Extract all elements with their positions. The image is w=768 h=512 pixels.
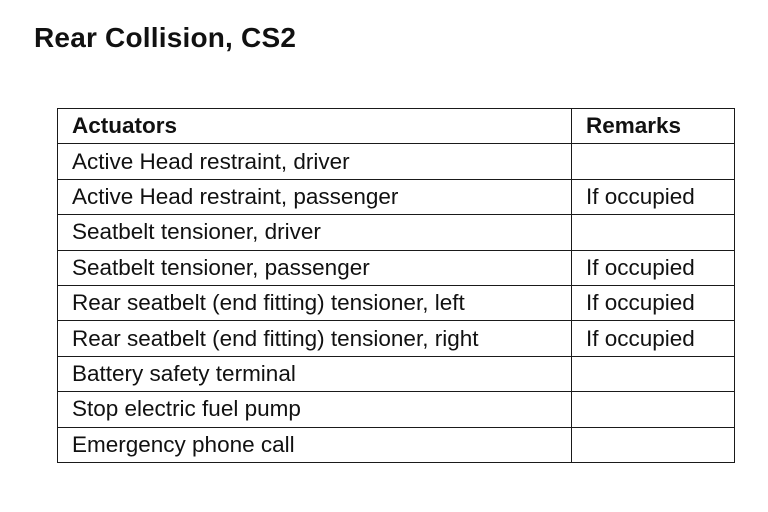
actuator-cell: Battery safety terminal bbox=[58, 356, 572, 391]
actuator-cell: Emergency phone call bbox=[58, 427, 572, 462]
remark-cell: If occupied bbox=[572, 250, 735, 285]
table-row bbox=[58, 321, 735, 356]
actuator-cell: Active Head restraint, passenger bbox=[58, 179, 572, 214]
remark-cell bbox=[572, 427, 735, 462]
page-title: Rear Collision, CS2 bbox=[34, 22, 297, 53]
table-row bbox=[58, 427, 735, 462]
column-header-actuators: Actuators bbox=[58, 109, 572, 144]
actuator-cell: Rear seatbelt (end fitting) tensioner, left bbox=[58, 285, 572, 320]
remark-cell bbox=[572, 215, 735, 250]
column-header-remarks: Remarks bbox=[572, 109, 735, 144]
actuator-cell: Active Head restraint, driver bbox=[58, 144, 572, 179]
actuators-table bbox=[57, 108, 735, 463]
remark-cell: If occupied bbox=[572, 285, 735, 320]
table-row bbox=[58, 356, 735, 391]
actuator-cell: Rear seatbelt (end fitting) tensioner, right bbox=[58, 321, 572, 356]
table-row bbox=[58, 250, 735, 285]
remark-cell bbox=[572, 392, 735, 427]
table-header-row bbox=[58, 109, 735, 144]
remark-cell: If occupied bbox=[572, 321, 735, 356]
remark-cell: If occupied bbox=[572, 179, 735, 214]
table-row bbox=[58, 285, 735, 320]
table-row bbox=[58, 392, 735, 427]
remark-cell bbox=[572, 144, 735, 179]
remark-cell bbox=[572, 356, 735, 391]
table-row bbox=[58, 179, 735, 214]
table-row bbox=[58, 215, 735, 250]
table-row bbox=[58, 144, 735, 179]
actuator-cell: Seatbelt tensioner, driver bbox=[58, 215, 572, 250]
actuator-cell: Seatbelt tensioner, passenger bbox=[58, 250, 572, 285]
actuator-cell: Stop electric fuel pump bbox=[58, 392, 572, 427]
